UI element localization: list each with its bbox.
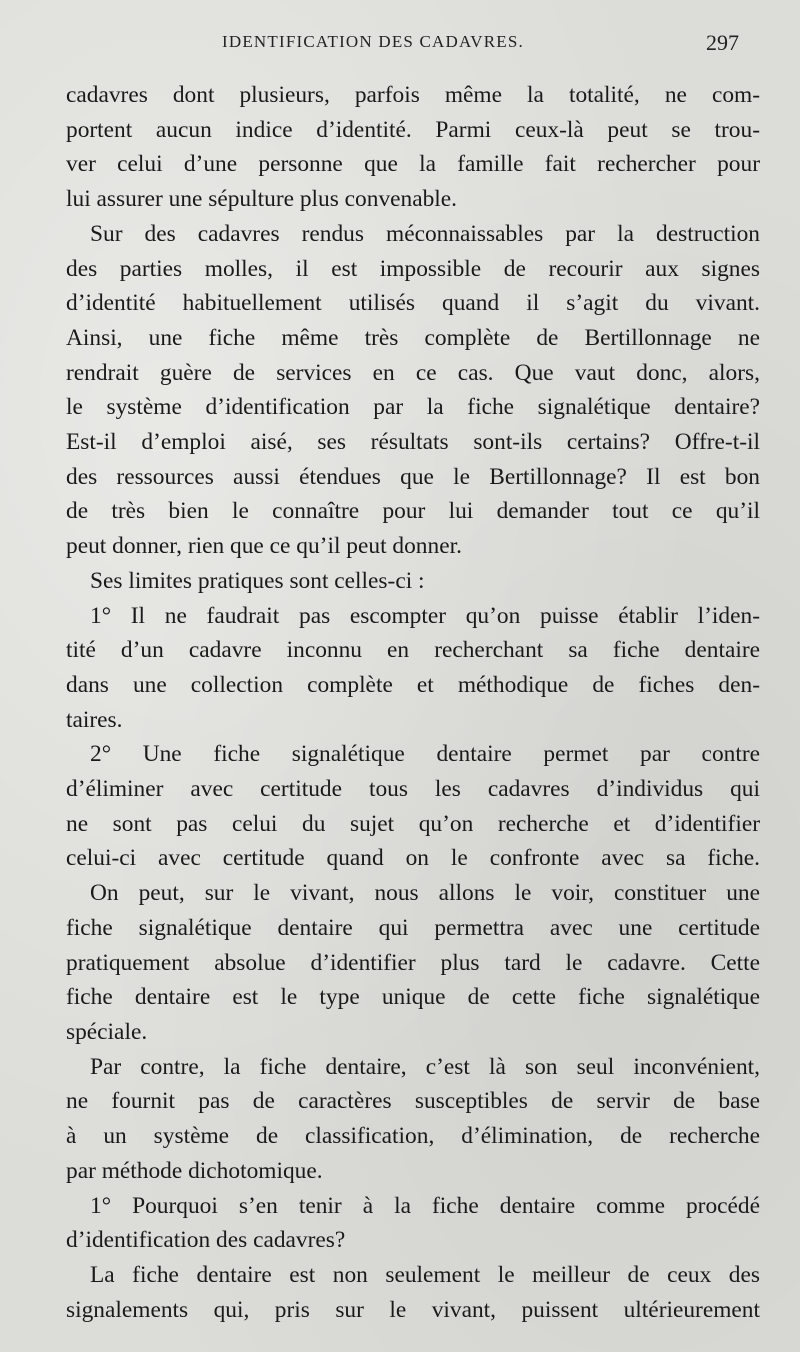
text-line: tité d’un cadavre inconnu en recherchant sa fiche dentaire — [66, 637, 760, 664]
text-line: fiche signalétique dentaire qui permettra avec une certitude — [66, 914, 760, 941]
text-line: des parties molles, il est impossible de recourir aux signes — [66, 255, 760, 282]
text-line: dans une collection complète et méthodique de fiches den- — [66, 671, 760, 698]
text-line: ne sont pas celui du sujet qu’on recherche et d’identifier — [66, 810, 760, 837]
text-line: On peut, sur le vivant, nous allons le voir, constituer une — [90, 880, 760, 907]
text-line: rendrait guère de services en ce cas. Que vaut donc, alors, — [66, 359, 760, 386]
text-line: cadavres dont plusieurs, parfois même la totalité, ne com- — [66, 82, 760, 108]
text-line: lui assurer une sépulture plus convenable. — [66, 186, 458, 213]
text-line: de très bien le connaître pour lui demander tout ce qu’il — [66, 498, 760, 525]
text-line: ne fournit pas de caractères susceptibles de servir de base — [66, 1088, 760, 1115]
text-line: 1° Pourquoi s’en tenir à la fiche dentaire comme procédé — [90, 1192, 760, 1219]
text-line: par méthode dichotomique. — [66, 1157, 323, 1184]
text-line: 1° Il ne faudrait pas escompter qu’on puisse établir l’iden- — [90, 602, 760, 629]
text-line: pratiquement absolue d’identifier plus tard le cadavre. Cette — [66, 949, 760, 976]
body-text — [66, 78, 760, 1327]
text-line: d’éliminer avec certitude tous les cadavres d’individus qui — [66, 776, 760, 803]
text-line: fiche dentaire est le type unique de cette fiche signalétique — [66, 984, 760, 1011]
text-line: spéciale. — [66, 1018, 148, 1045]
running-title: IDENTIFICATION DES CADAVRES. — [222, 32, 524, 51]
text-line: Est-il d’emploi aisé, ses résultats sont-ils certains? Offre-t-il — [66, 429, 760, 456]
text-line: Par contre, la fiche dentaire, c’est là son seul inconvénient, — [90, 1053, 760, 1080]
text-line: des ressources aussi étendues que le Bertillonnage? Il est bon — [66, 463, 760, 490]
text-line: celui-ci avec certitude quand on le confronte avec sa fiche. — [66, 845, 760, 872]
text-line: portent aucun indice d’identité. Parmi ceux-là peut se trou- — [66, 116, 760, 143]
text-line: ver celui d’une personne que la famille fait rechercher pour — [66, 151, 760, 178]
text-line: taires. — [66, 706, 123, 733]
text-line: d’identification des cadavres? — [66, 1227, 346, 1254]
text-line: La fiche dentaire est non seulement le meilleur de ceux des — [90, 1261, 760, 1288]
text-line: le système d’identification par la fiche signalétique dentaire? — [66, 394, 760, 421]
page-number: 297 — [706, 30, 739, 55]
text-line: d’identité habituellement utilisés quand il s’agit du vivant. — [66, 290, 760, 317]
text-line: Sur des cadavres rendus méconnaissables par la destruction — [90, 220, 760, 247]
text-line: peut donner, rien que ce qu’il peut donner. — [66, 533, 462, 560]
text-line: Ses limites pratiques sont celles-ci : — [90, 567, 425, 594]
text-line: à un système de classification, d’élimination, de recherche — [66, 1123, 760, 1150]
text-line: Ainsi, une fiche même très complète de Bertillonnage ne — [66, 324, 760, 351]
text-line: 2° Une fiche signalétique dentaire permet par contre — [90, 741, 760, 768]
text-line: signalements qui, pris sur le vivant, puissent ultérieurement — [66, 1296, 760, 1323]
